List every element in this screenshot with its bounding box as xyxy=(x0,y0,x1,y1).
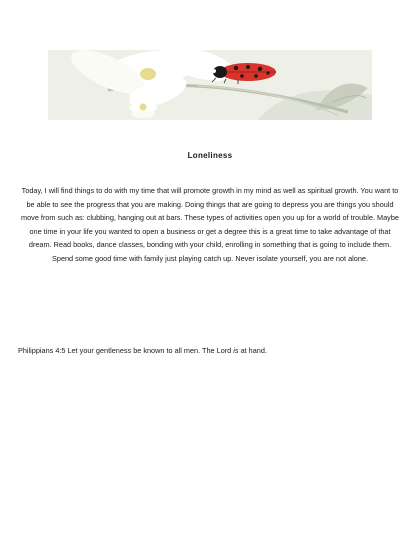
verse-emphasis: is xyxy=(233,346,239,355)
scripture-verse xyxy=(18,345,402,357)
page-title: Loneliness xyxy=(187,151,233,160)
ladybug-flower-image xyxy=(48,50,372,120)
flower-ladybug-banner xyxy=(48,50,372,120)
verse-reference: Philippians 4:5 xyxy=(18,346,66,355)
body-paragraph: Today, I will find things to do with my time that will promote growth in my mind as well as spiritual growth. You want to be able to see the progress that you are making. Doing things that are going to depress you are things you should move from such as: clubbing, hanging out at bars. These types of activities open you up for a world of trouble. Maybe one time in your life you wanted to open a business or get a degree this is a great time to take advantage of that dream. Read books, dance classes, bonding with your child, enrolling in something that is going to include them. Spend some good time with family just playing catch up. Never isolate yourself, you are not alone. xyxy=(21,186,399,263)
verse-text-before: Let your gentleness be known to all men. The Lord xyxy=(65,346,234,355)
verse-text-after: at hand. xyxy=(238,346,267,355)
